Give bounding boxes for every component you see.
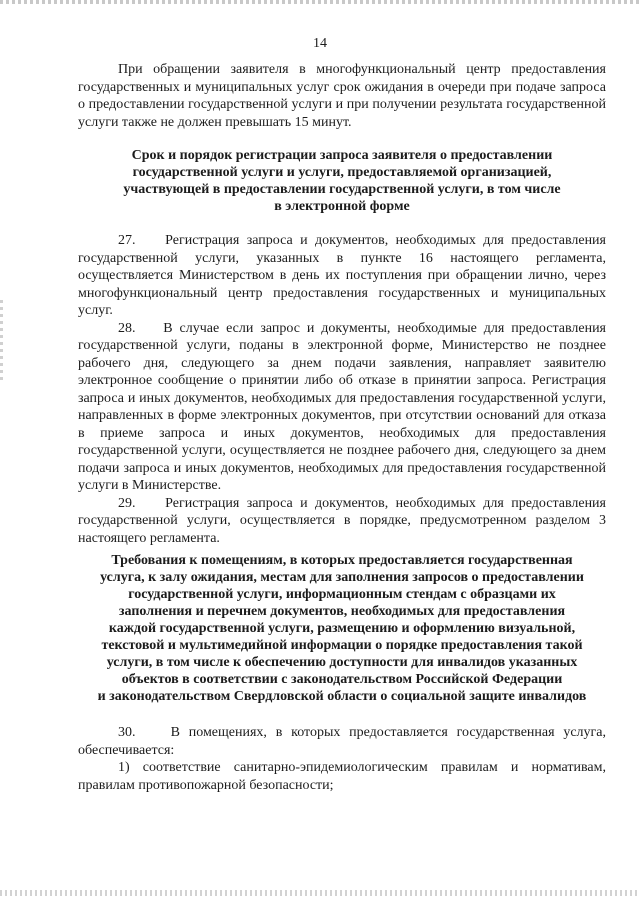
section1-heading [78,147,606,215]
paragraph-29: 29. Регистрация запроса и документов, необходимых для предоставления государственной услуги, осуществляется в порядке, предусмотренном разделом 3 настоящего регламента. [78,495,606,546]
section2-heading-line: услуги, в том числе к обеспечению доступности для инвалидов указанных [106,655,578,670]
registration-paragraphs [78,232,606,547]
section2-heading-line: текстовой и мультимедийной информации о порядке предоставления такой [101,638,583,653]
section1-heading-line: участвующей в предоставлении государственной услуги, в том числе [123,182,561,197]
scan-left-edge [0,300,3,380]
intro-paragraph-block [78,61,606,131]
section2-heading-line: услуга, к залу ожидания, местам для заполнения запросов о предоставлении [100,570,584,585]
section2-heading [78,552,606,705]
premises-paragraphs [78,724,606,794]
section1-heading-line: Срок и порядок регистрации запроса заявителя о предоставлении [131,148,553,163]
list-item-1: 1) соответствие санитарно-эпидемиологическим правилам и нормативам, правилам противопожарной безопасности; [78,760,606,793]
section2-heading-line: заполнения и перечнем документов, необходимых для предоставления [118,604,566,619]
section2-heading-line: и законодательством Свердловской области о социальной защите инвалидов [97,689,587,704]
section2-heading-line: объектов в соответствии с законодательством Российской Федерации [121,672,563,687]
page-number: 14 [313,36,327,51]
scan-top-edge [0,0,640,4]
section2-heading-line: Требования к помещениям, в которых предоставляется государственная [111,553,573,568]
section1-heading-line: государственной услуги и услуги, предоставляемой организацией, [132,165,552,180]
intro-paragraph: При обращении заявителя в многофункциональный центр предоставления государственных и муниципальных услуг срок ожидания в очереди при подаче запроса о предоставлении государственной услуги и при получении результата государственной услуги также не должен превышать 15 минут. [78,62,606,130]
section1-heading-line: в электронной форме [274,199,410,214]
paragraph-28: 28. В случае если запрос и документы, необходимые для предоставления государственной услуги, поданы в электронной форме, Министерство не позднее рабочего дня, следующего за днем подачи заявления, направляет заявителю электронное сообщение о принятии либо об отказе в принятии запроса. Регистрация запроса и иных документов, необходимых для предоставления государственной услуги, направленных в форме электронных документов, при отсутствии оснований для отказа в приеме запроса и иных документов, необходимых для предоставления государственной услуги, осуществляется не позднее рабочего дня, следующего за днем подачи запроса и иных документов, необходимых для предоставления государственной услуги в Министерстве. [78,320,606,493]
scan-bottom-edge [0,890,640,896]
section2-heading-line: каждой государственной услуги, размещению и оформлению визуальной, [108,621,576,636]
paragraph-30: 30. В помещениях, в которых предоставляется государственная услуга, обеспечивается: [78,725,606,758]
paragraph-27: 27. Регистрация запроса и документов, необходимых для предоставления государственной услуги, указанных в пункте 16 настоящего регламента, осуществляется Министерством в день их поступления при обращении лично, через многофункциональный центр предоставления государственных и муниципальных услуг. [78,233,606,318]
section2-heading-line: государственной услуги, информационным стендам с образцами их [128,587,556,602]
